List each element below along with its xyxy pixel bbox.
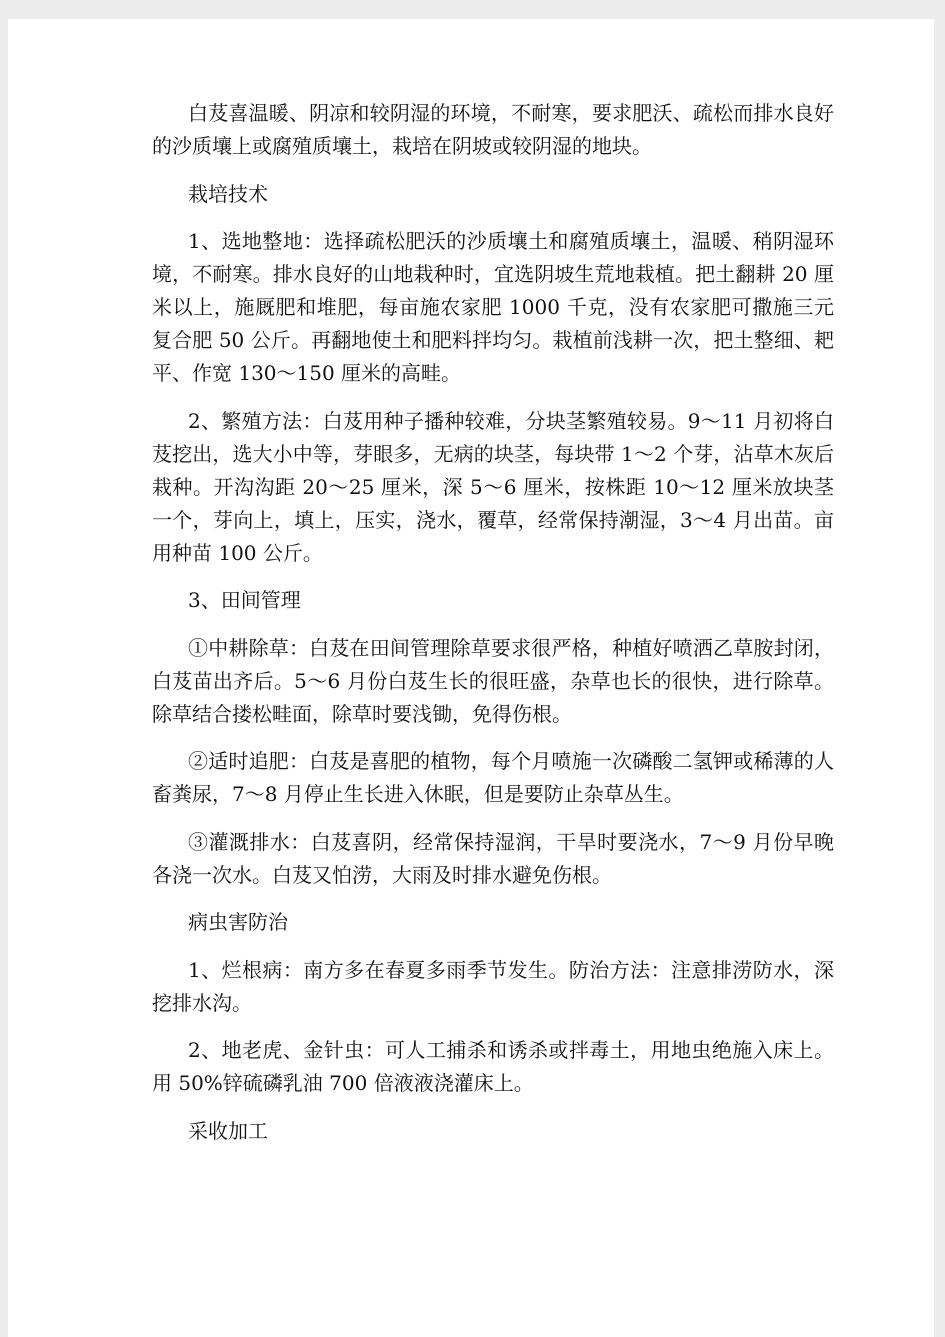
document-page: [8, 19, 934, 1337]
paragraph-weeding: ①中耕除草：白芨在田间管理除草要求很严格，种植好喷洒乙草胺封闭，白芨苗出齐后。5～6 月份白芨生长的很旺盛，杂草也长的很快，进行除草。除草结合搂松畦面，除草时要浅锄，免得伤根。: [152, 635, 834, 726]
subheading-field-management: 3、田间管理: [188, 588, 301, 612]
section-heading-pest-control: 病虫害防治: [188, 910, 288, 934]
paragraph-fertilizing: ②适时追肥：白芨是喜肥的植物，每个月喷施一次磷酸二氢钾或稀薄的人畜粪尿，7～8 月停止生长进入休眠，但是要防止杂草丛生。: [152, 749, 834, 806]
paragraph-propagation: 2、繁殖方法：白芨用种子播种较难，分块茎繁殖较易。9～11 月初将白芨挖出，选大小中等，芽眼多，无病的块茎，每块带 1～2 个芽，沾草木灰后栽种。开沟沟距 20～25 厘米，深 5～6 厘米，按株距 10～12 厘米放块茎一个，芽向上，填上，压实，浇水，覆草，经常保持潮湿，3～4 月出苗。亩用种苗 100 公斤。: [152, 408, 834, 565]
paragraph-irrigation: ③灌溉排水：白芨喜阴，经常保持湿润，干旱时要浇水，7～9 月份早晚各浇一次水。白芨又怕涝，大雨及时排水避免伤根。: [152, 829, 834, 887]
section-heading-cultivation: 栽培技术: [188, 181, 268, 206]
section-heading-harvest: 采收加工: [188, 1118, 268, 1143]
paragraph-site-preparation: 1、选地整地：选择疏松肥沃的沙质壤土和腐殖质壤土，温暖、稍阴湿环境，不耐寒。排水良好的山地栽种时，宜选阴坡生荒地栽植。把土翻耕 20 厘米以上，施厩肥和堆肥，每亩施农家肥 1000 千克，没有农家肥可撒施三元复合肥 50 公斤。再翻地使土和肥料拌均匀。栽植前浅耕一次，把土整细、耙平、作宽 130～150 厘米的高畦。: [152, 229, 834, 385]
paragraph-intro: 白芨喜温暖、阴凉和较阴湿的环境，不耐寒，要求肥沃、疏松而排水良好的沙质壤上或腐殖质壤土，栽培在阴坡或较阴湿的地块。: [152, 101, 834, 158]
paragraph-root-rot: 1、烂根病：南方多在春夏多雨季节发生。防治方法：注意排涝防水，深挖排水沟。: [152, 957, 834, 1015]
paragraph-cutworm: 2、地老虎、金针虫：可人工捕杀和诱杀或拌毒土，用地虫绝施入床上。用 50%锌硫磷乳油 700 倍液液浇灌床上。: [152, 1038, 834, 1095]
